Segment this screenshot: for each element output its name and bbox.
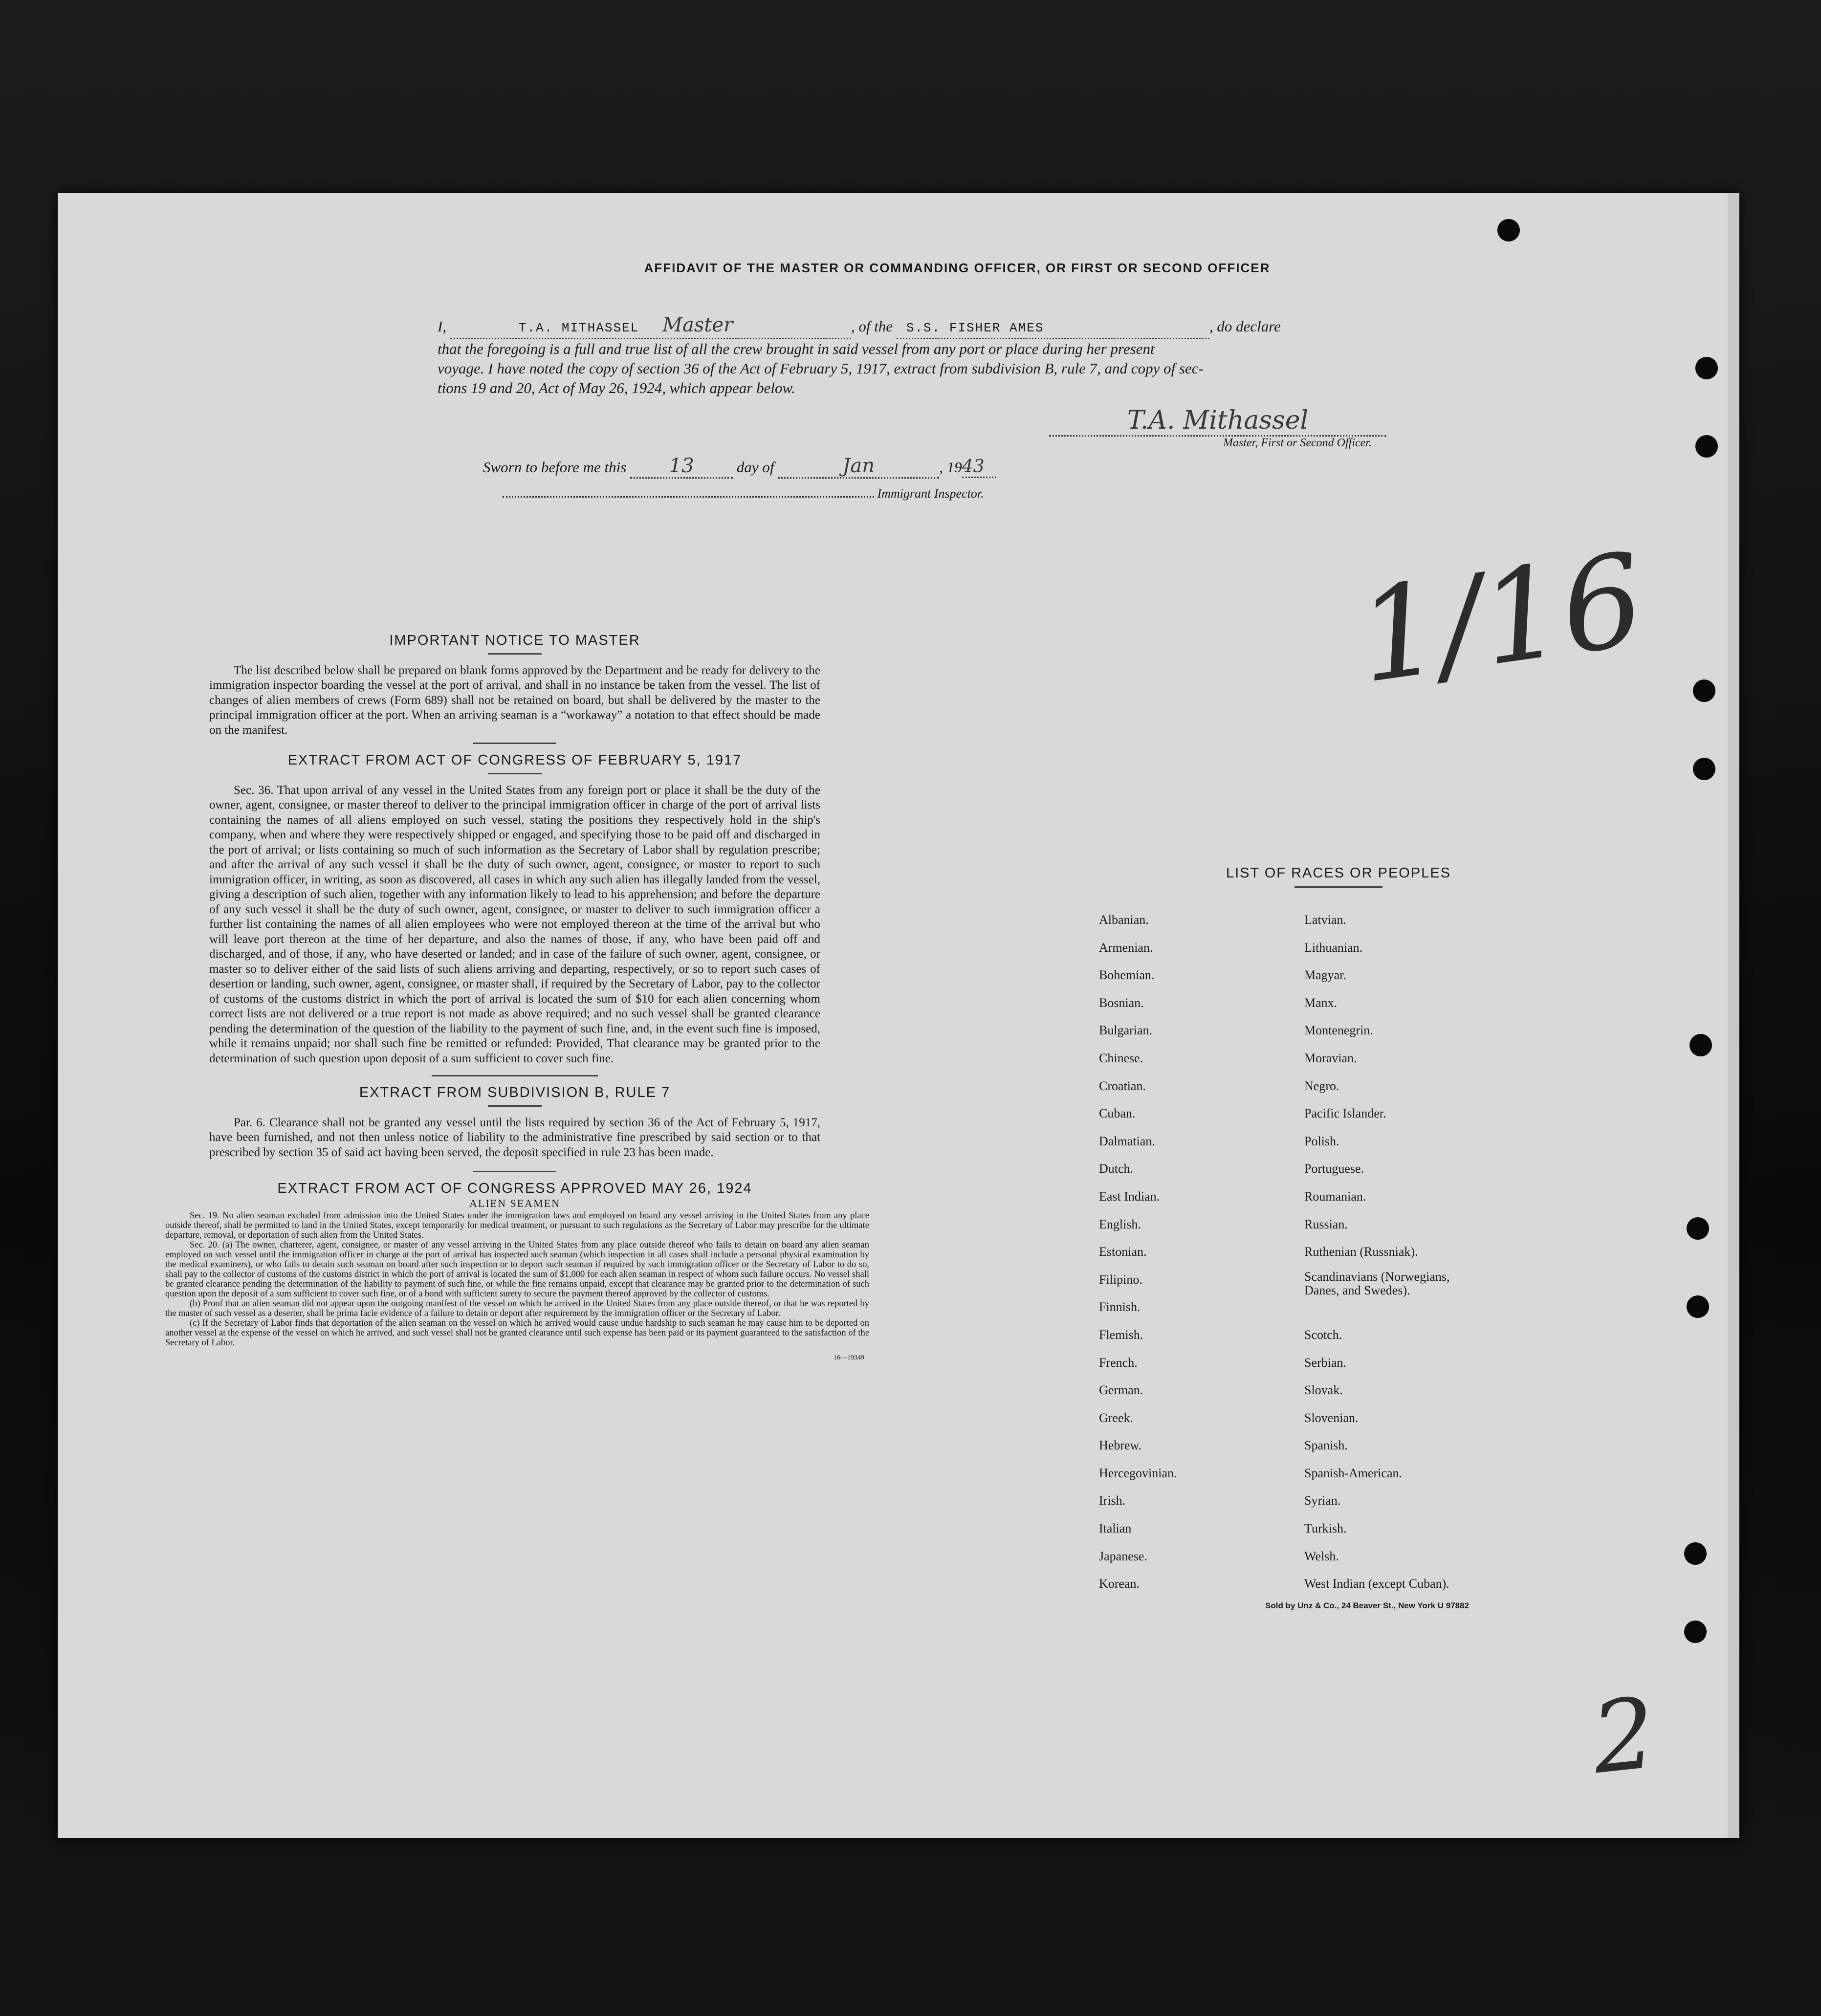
divider <box>488 653 542 655</box>
statute-column <box>165 633 869 1366</box>
master-signature-block <box>1049 406 1391 450</box>
race-item: West Indian (except Cuban). <box>1304 1577 1449 1591</box>
race-item: Roumanian. <box>1304 1189 1366 1204</box>
race-item: Slovak. <box>1304 1383 1343 1398</box>
extract-1917-title: EXTRACT FROM ACT OF CONGRESS OF FEBRUARY 5, 1917 <box>287 752 742 768</box>
extract-rule7-body: Par. 6. Clearance shall not be granted any vessel until the lists required by section 36 of the Act of February 5, 1917, have been furnished, and not then unless notice of liability to the administrative fine prescribed by said section or to that prescribed by section 35 of said act having been served, the deposit specified in rule 23 has been made. <box>209 1116 820 1159</box>
race-item: Portuguese. <box>1304 1161 1364 1176</box>
affidavit-body <box>438 315 1420 398</box>
page-edge <box>1728 193 1739 1838</box>
race-item: Italian <box>1099 1521 1132 1536</box>
inspector-line <box>503 486 1138 501</box>
race-item: Cuban. <box>1099 1106 1136 1121</box>
race-item: Hebrew. <box>1099 1438 1142 1453</box>
race-item: Moravian. <box>1304 1051 1357 1065</box>
race-item: Scandinavians (Norwegians, Danes, and Swedes). <box>1304 1269 1450 1298</box>
race-item: Albanian. <box>1099 913 1149 927</box>
vessel-name-field <box>897 317 1209 339</box>
divider <box>432 1075 598 1076</box>
races-title: LIST OF RACES OR PEOPLES <box>1226 865 1451 881</box>
race-item: Lithuanian. <box>1304 940 1363 955</box>
race-item: Manx. <box>1304 995 1338 1010</box>
race-item: Spanish. <box>1304 1438 1348 1453</box>
race-item: Magyar. <box>1304 968 1346 983</box>
extract-1924-title: EXTRACT FROM ACT OF CONGRESS APPROVED MAY 26, 1924 <box>277 1181 752 1196</box>
race-item: Ruthenian (Russniak). <box>1304 1245 1418 1259</box>
race-item: Scotch. <box>1304 1327 1342 1342</box>
binder-hole <box>1693 679 1715 702</box>
race-item: Welsh. <box>1304 1549 1339 1563</box>
binder-hole <box>1684 1621 1707 1643</box>
race-item: Filipino. <box>1099 1272 1142 1287</box>
race-column-1 <box>1040 906 1304 1598</box>
race-item: Hercegovinian. <box>1099 1466 1177 1480</box>
binder-hole <box>1497 219 1520 241</box>
of-the-label: , of the <box>851 318 893 335</box>
extract-1917-body: Sec. 36. That upon arrival of any vessel in the United States from any foreign port or place it shall be the duty of the owner, agent, consignee, or master thereof to deliver to the principal immigration officer in charge of the port of arrival lists containing the names of all aliens employed on such vessel, stating the positions they respectively hold in the ship's company, when and where they were respectively shipped or engaged, and specifying those to be paid off and discharged in the port of arrival; or lists containing so much of such information as the Secretary of Labor shall by regulation prescribe; and after the arrival of any such vessel it shall be the duty of such owner, agent, consignee, or master to report to such immigration officer, in writing, as soon as discovered, all cases in which any such alien has illegally landed from the vessel, giving a description of such alien, together with any information likely to lead to his apprehension; and before the departure of any such vessel it shall be the duty of such owner, agent, consignee, or master to deliver to such immigration officer a further list containing the names of all alien employees who were not employed thereon at the time of the arrival but who will leave port thereon at the time of her departure, and also the names of those, if any, who have been paid off and discharged, and of those, if any, who have deserted or landed; and in case of the failure of such owner, agent, consignee, or master so to deliver either of the said lists of such aliens arriving and departing, respectively, or so to report such cases of desertion or landing, such owner, agent, consignee, or master shall, if required by the Secretary of Labor, pay to the collector of customs of the customs district in which the port of arrival is located the sum of $10 for each alien concerning whom correct lists are not delivered or a true report is not made as above required; and no such vessel shall be granted clearance pending the determination of the question of the liability to the payment of such fine, and, in the event such fine is imposed, while it remains unpaid; nor shall such fine be remitted or refunded: Provided, That clearance may be granted prior to the determination of such question upon deposit of a sum sufficient to cover such fine. <box>209 783 820 1065</box>
inspector-signature <box>503 496 874 498</box>
sworn-line <box>483 455 1216 479</box>
notice-title: IMPORTANT NOTICE TO MASTER <box>389 633 640 648</box>
race-item: Spanish-American. <box>1304 1466 1403 1480</box>
race-item: Pacific Islander. <box>1304 1106 1386 1121</box>
race-item: Greek. <box>1099 1410 1134 1425</box>
divider <box>488 1105 542 1107</box>
race-item: Serbian. <box>1304 1355 1346 1370</box>
form-number: 16—19349 <box>834 1354 864 1361</box>
race-item: Bulgarian. <box>1099 1023 1153 1038</box>
year-prefix: , 19 <box>939 459 962 476</box>
races-list <box>1040 865 1656 1598</box>
race-item: English. <box>1099 1217 1141 1231</box>
binder-hole <box>1695 435 1718 458</box>
extract-1924-sec20b: (b) Proof that an alien seaman did not appear upon the outgoing manifest of the vessel on which he arrived in the United States from any place outside thereof, or that he was reported by the master of such vessel as a deserter, shall be prima facie evidence of a failure to detain or deport after requirement by the immigration officer or the Secretary of Labor. <box>165 1299 869 1318</box>
race-item: Estonian. <box>1099 1245 1147 1259</box>
notice-body: The list described below shall be prepared on blank forms approved by the Department and be ready for delivery to the immigration inspector boarding the vessel at the port of arrival, and shall in no instance be taken from the vessel. The list of changes of alien members of crews (Form 689) shall not be retained on board, but shall be delivered by the master to the principal immigration officer at the port. When an arriving seaman is a “workaway” a notation to that effect should be made on the manifest. <box>209 663 820 737</box>
day-of-label: day of <box>736 459 774 476</box>
race-item: Japanese. <box>1099 1549 1147 1563</box>
race-item: Polish. <box>1304 1134 1339 1148</box>
race-item: Chinese. <box>1099 1051 1143 1065</box>
race-item: Bosnian. <box>1099 995 1144 1010</box>
race-item: Dalmatian. <box>1099 1134 1155 1148</box>
affidavit-line-3: voyage. I have noted the copy of section 36 of the Act of February 5, 1917, extract from subdivision B, rule 7, and copy of sec- <box>438 360 1204 377</box>
extract-1924-sec20c: (c) If the Secretary of Labor finds that deportation of the alien seaman on the vessel on which he arrived would cause undue hardship to such seaman he may cause him to be deported on another vessel at the expense of the vessel on which he arrived, and such vessel shall not be granted clearance until such expense has been paid or its payment guaranteed to the satisfaction of the Secretary of Labor. <box>165 1318 869 1348</box>
affidavit-prefix: I, <box>438 318 447 335</box>
race-columns <box>1040 906 1656 1598</box>
divider <box>1294 886 1382 888</box>
extract-1924-sec20a: Sec. 20. (a) The owner, charterer, agent, consignee, or master of any vessel arriving in the United States from any place outside thereof who fails to detain on board any alien seaman employed on such vessel until the immigration officer in charge at the port of arrival has inspected such seaman (which inspection in all cases shall include a personal physical examination by the medical examiners), or who fails to detain such seaman on board after such inspection or to deport such seaman if required by such immigration officer or the Secretary of Labor to do so, shall pay to the collector of customs of the customs district in which the port of arrival is located the sum of $1,000 for each alien seaman in respect of whom such failure occurs. No vessel shall be granted clearance pending the determination of the liability to payment of such fine, or while the fine remains unpaid, except that clearance may be granted prior to the determination of such question upon the deposit of a sum sufficient to cover such fine, or of a bond with sufficient surety to secure the payment thereof approved by the collector of customs. <box>165 1240 869 1299</box>
divider <box>473 1171 556 1172</box>
sworn-month: Jan <box>778 455 939 479</box>
race-item: Latvian. <box>1304 913 1346 927</box>
race-item: Bohemian. <box>1099 968 1155 983</box>
vendor-imprint: Sold by Unz & Co., 24 Beaver St., New York U 97882 <box>1265 1601 1469 1610</box>
affidavit-declaration-line <box>438 315 1420 339</box>
binder-hole <box>1687 1295 1709 1318</box>
race-item: French. <box>1099 1355 1138 1370</box>
race-item: Montenegrin. <box>1304 1023 1373 1038</box>
race-item: Turkish. <box>1304 1521 1347 1536</box>
sworn-year: 43 <box>962 457 996 478</box>
handwritten-count-mark: 1/16 <box>1349 526 1653 712</box>
sworn-day: 13 <box>630 455 733 479</box>
race-item: Slovenian. <box>1304 1410 1359 1425</box>
race-item: Irish. <box>1099 1493 1126 1508</box>
master-name-field <box>450 315 851 339</box>
race-item: Armenian. <box>1099 940 1153 955</box>
vessel-name-typed: S.S. FISHER AMES <box>906 321 1044 335</box>
binder-hole <box>1687 1217 1709 1240</box>
binder-hole <box>1693 758 1715 780</box>
signature-caption: Master, First or Second Officer. <box>1223 437 1372 449</box>
race-column-2 <box>1304 906 1598 1598</box>
extract-rule7-title: EXTRACT FROM SUBDIVISION B, RULE 7 <box>359 1085 671 1100</box>
race-item: Flemish. <box>1099 1327 1143 1342</box>
race-item: Negro. <box>1304 1078 1339 1093</box>
do-declare-label: , do declare <box>1209 318 1281 335</box>
inspector-caption: Immigrant Inspector. <box>877 486 984 501</box>
extract-1924-sec19: Sec. 19. No alien seaman excluded from admission into the United States under the immigration laws and employed on board any vessel arriving in the United States from any place outside thereof, shall be permitted to land in the United States, except temporarily for medical treatment, or pursuant to such regulations as the Secretary of Labor may prescribe for the ultimate departure, removal, or deportation of such alien from the United States. <box>165 1211 869 1240</box>
binder-hole <box>1695 357 1718 379</box>
binder-hole <box>1684 1542 1707 1565</box>
divider <box>488 773 542 774</box>
divider <box>473 743 556 744</box>
race-item: Finnish. <box>1099 1300 1141 1315</box>
race-item: Korean. <box>1099 1577 1140 1591</box>
affidavit-line-2: that the foregoing is a full and true list of all the crew brought in said vessel from any port or place during her present <box>438 340 1155 357</box>
document-page <box>58 193 1739 1838</box>
sworn-prefix: Sworn to before me this <box>483 459 627 476</box>
race-item: Syrian. <box>1304 1493 1341 1508</box>
affidavit-line-4: tions 19 and 20, Act of May 26, 1924, which appear below. <box>438 379 795 396</box>
race-item: East Indian. <box>1099 1189 1160 1204</box>
race-item: Dutch. <box>1099 1161 1134 1176</box>
master-signature: T.A. Mithassel <box>1049 406 1386 437</box>
race-item: German. <box>1099 1383 1143 1398</box>
master-name-typed: T.A. MITHASSEL <box>518 321 639 335</box>
race-item: Croatian. <box>1099 1078 1146 1093</box>
affidavit-title: AFFIDAVIT OF THE MASTER OR COMMANDING OFFICER, OR FIRST OR SECOND OFFICER <box>644 261 1271 275</box>
handwritten-page-number: 2 <box>1587 1676 1661 1797</box>
race-item: Russian. <box>1304 1217 1348 1231</box>
extract-1924-subtitle: ALIEN SEAMEN <box>469 1197 560 1209</box>
binder-hole <box>1689 1034 1712 1056</box>
master-title-handwritten: Master <box>662 314 733 336</box>
